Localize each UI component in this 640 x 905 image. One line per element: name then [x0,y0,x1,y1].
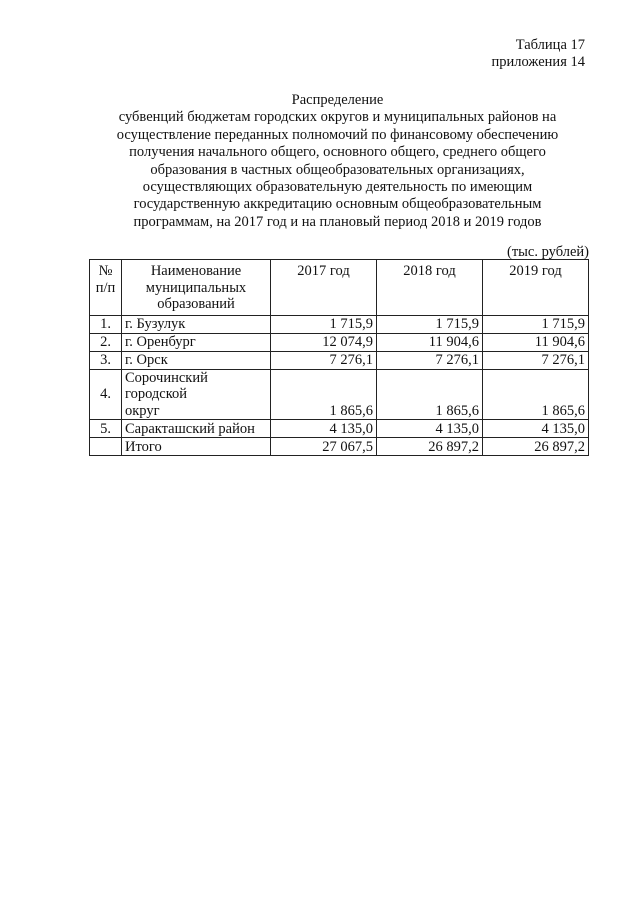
total-number-cell [90,438,122,456]
column-header-2019: 2019 год [483,260,589,316]
value-2019: 1 865,6 [483,369,589,420]
table-row [90,315,589,333]
total-row [90,438,589,456]
appendix-number-label: приложения 14 [491,54,585,70]
column-header-number-line2: п/п [95,279,116,296]
column-header-name-line2: муниципальных [145,279,247,296]
table-row [90,333,589,351]
value-2017: 7 276,1 [271,351,377,369]
total-2019: 26 897,2 [483,438,589,456]
document-title [90,92,585,231]
title-line-3: осуществление переданных полномочий по финансовому обеспечению [116,126,559,143]
value-2017: 12 074,9 [271,333,377,351]
row-number: 1. [90,315,122,333]
row-name-line1: Сорочинский городской [125,369,208,402]
value-2019: 7 276,1 [483,351,589,369]
column-header-name-line3: образований [157,296,235,312]
value-2017: 1 865,6 [271,369,377,420]
value-2017: 4 135,0 [271,420,377,438]
table-header-row [90,260,589,316]
column-header-number-line1: № [98,263,113,279]
row-number: 3. [90,351,122,369]
title-line-6: осуществляющих образовательную деятельность по имеющим [142,179,533,196]
value-2019: 11 904,6 [483,333,589,351]
column-header-2017: 2017 год [271,260,377,316]
row-number: 4. [90,369,122,420]
value-2019: 1 715,9 [483,315,589,333]
row-name: г. Оренбург [122,333,271,351]
subvention-table [89,259,589,456]
title-line-5: образования в частных общеобразовательных организациях, [150,161,525,178]
units-label: (тыс. рублей) [507,244,589,260]
column-header-name [122,260,271,316]
value-2018: 11 904,6 [377,333,483,351]
row-name [122,369,271,420]
total-2017: 27 067,5 [271,438,377,456]
title-line-8: программам, на 2017 год и на плановый период 2018 и 2019 годов [133,213,542,230]
table-row [90,351,589,369]
value-2018: 1 715,9 [377,315,483,333]
value-2018: 7 276,1 [377,351,483,369]
table-reference [492,37,585,71]
value-2017: 1 715,9 [271,315,377,333]
value-2018: 1 865,6 [377,369,483,420]
total-2018: 26 897,2 [377,438,483,456]
title-line-7: государственную аккредитацию основным общеобразовательным [133,196,542,213]
title-line-4: получения начального общего, основного общего, среднего общего [129,144,546,161]
row-name: Саракташский район [122,420,271,438]
title-line-2: субвенций бюджетам городских округов и муниципальных районов на [118,109,557,126]
table-number-label: Таблица 17 [515,37,585,53]
value-2018: 4 135,0 [377,420,483,438]
table-row [90,369,589,420]
table-row [90,420,589,438]
column-header-name-line1: Наименование [150,263,242,279]
row-number: 2. [90,333,122,351]
column-header-number [90,260,122,316]
row-name: г. Орск [122,351,271,369]
row-number: 5. [90,420,122,438]
column-header-2018: 2018 год [377,260,483,316]
total-label: Итого [122,438,271,456]
row-name-line2: округ [125,402,160,419]
value-2019: 4 135,0 [483,420,589,438]
title-line-1: Распределение [291,92,384,108]
row-name: г. Бузулук [122,315,271,333]
